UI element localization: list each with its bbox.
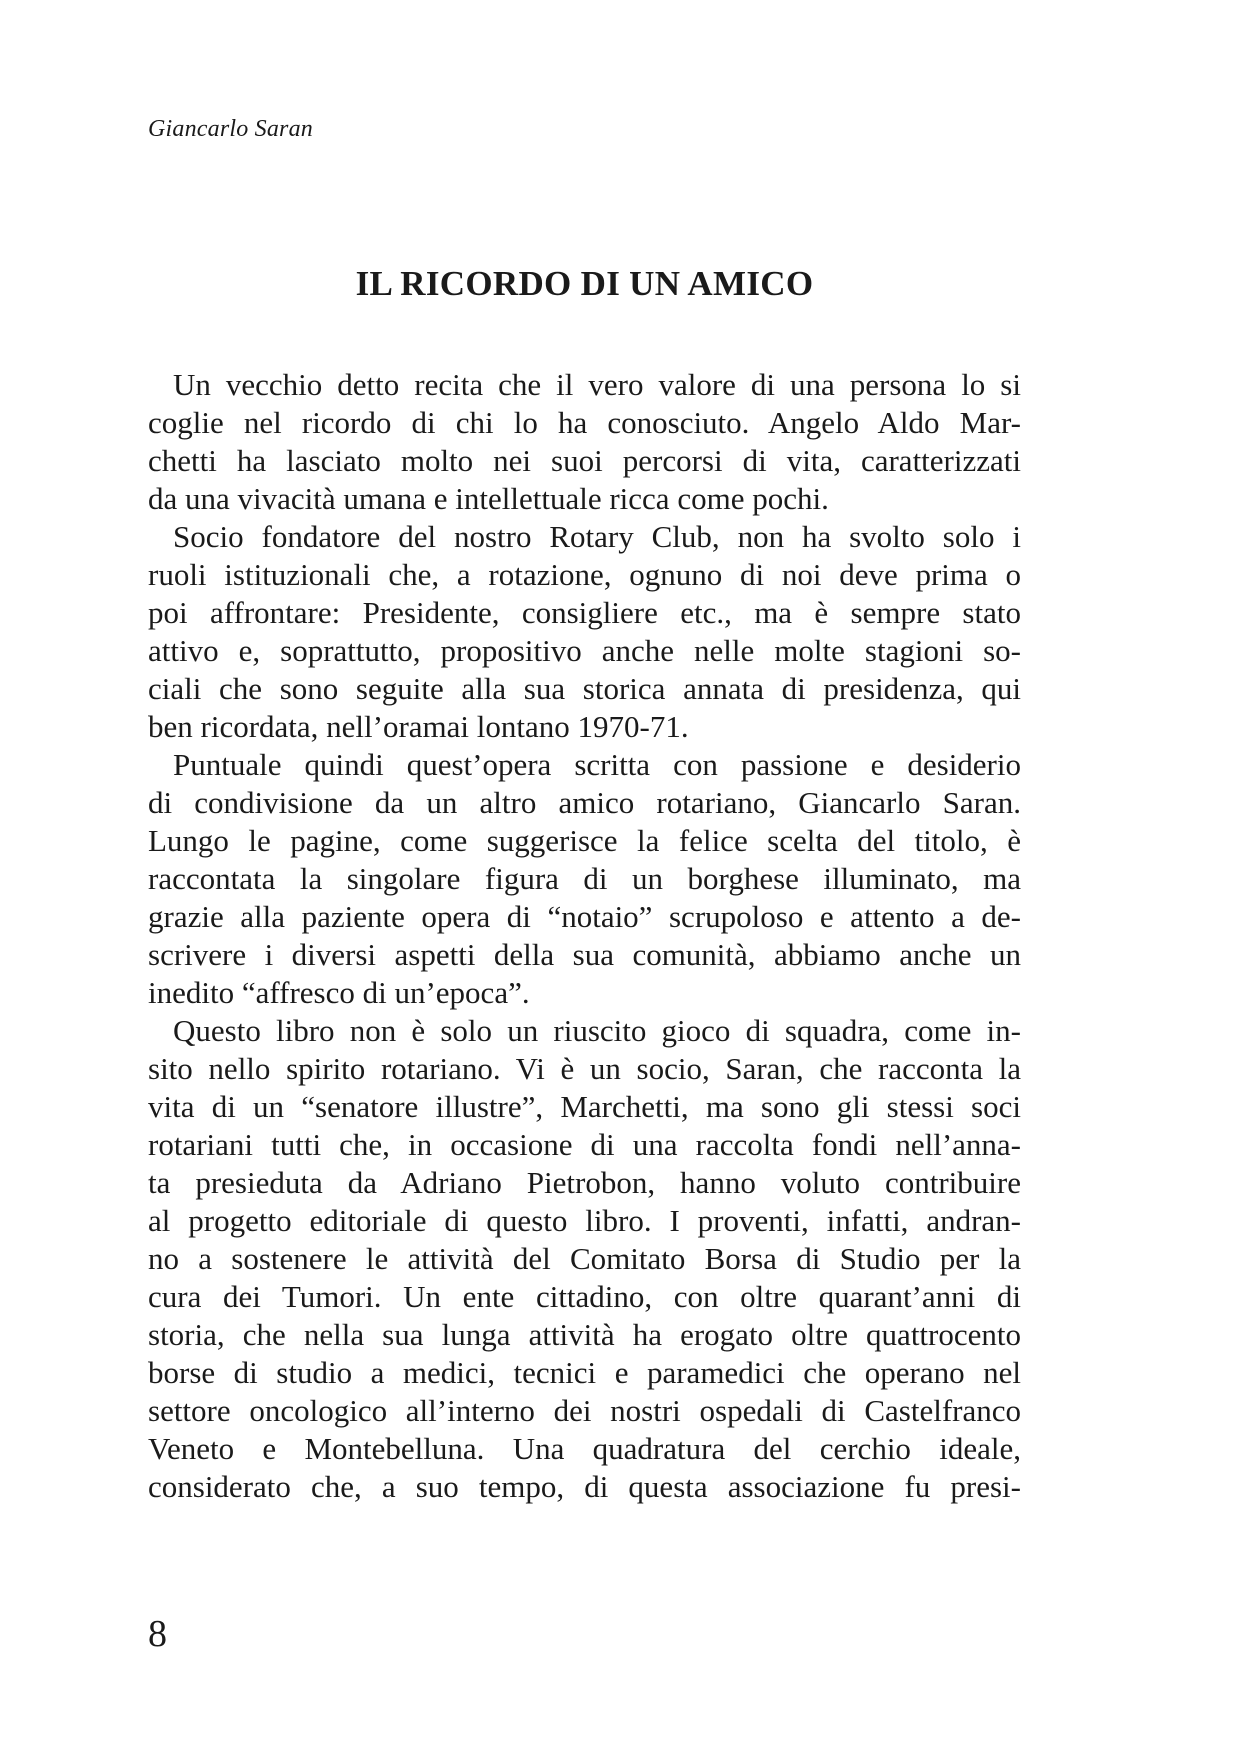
text-line: poi affrontare: Presidente, consigliere etc., ma è sempre stato: [148, 595, 1021, 630]
text-line: ciali che sono seguite alla sua storica annata di presidenza, qui: [148, 671, 1021, 706]
text-line: raccontata la singolare figura di un borghese illuminato, ma: [148, 861, 1021, 896]
text-line: Lungo le pagine, come suggerisce la felice scelta del titolo, è: [148, 823, 1021, 858]
text-line: al progetto editoriale di questo libro. I proventi, infatti, andran-: [148, 1203, 1021, 1238]
text-line: Veneto e Montebelluna. Una quadratura del cerchio ideale,: [148, 1431, 1021, 1466]
text-line: Socio fondatore del nostro Rotary Club, non ha svolto solo i: [173, 519, 1021, 554]
text-line: ben ricordata, nell’oramai lontano 1970-71.: [148, 709, 689, 744]
text-line: grazie alla paziente opera di “notaio” scrupoloso e attento a de-: [148, 899, 1021, 934]
text-line: borse di studio a medici, tecnici e paramedici che operano nel: [148, 1355, 1021, 1390]
text-line: vita di un “senatore illustre”, Marchetti, ma sono gli stessi soci: [148, 1089, 1021, 1124]
chapter-title: IL RICORDO DI UN AMICO: [355, 264, 814, 303]
text-line: ta presieduta da Adriano Pietrobon, hanno voluto contribuire: [148, 1165, 1021, 1200]
text-line: inedito “affresco di un’epoca”.: [148, 975, 530, 1010]
text-line: scrivere i diversi aspetti della sua comunità, abbiamo anche un: [148, 937, 1021, 972]
text-line: chetti ha lasciato molto nei suoi percorsi di vita, caratterizzati: [148, 443, 1021, 478]
text-line: rotariani tutti che, in occasione di una raccolta fondi nell’anna-: [148, 1127, 1021, 1162]
text-line: coglie nel ricordo di chi lo ha conosciuto. Angelo Aldo Mar-: [148, 405, 1021, 440]
page-number: 8: [148, 1613, 167, 1655]
text-line: sito nello spirito rotariano. Vi è un socio, Saran, che racconta la: [148, 1051, 1021, 1086]
text-line: attivo e, soprattutto, propositivo anche nelle molte stagioni so-: [148, 633, 1021, 668]
running-head: Giancarlo Saran: [148, 116, 313, 142]
text-line: settore oncologico all’interno dei nostri ospedali di Castelfranco: [148, 1393, 1021, 1428]
text-line: di condivisione da un altro amico rotariano, Giancarlo Saran.: [148, 785, 1021, 820]
text-line: storia, che nella sua lunga attività ha erogato oltre quattrocento: [148, 1317, 1021, 1352]
text-line: Puntuale quindi quest’opera scritta con passione e desiderio: [173, 747, 1021, 782]
text-line: Questo libro non è solo un riuscito gioco di squadra, come in-: [173, 1013, 1021, 1048]
body-text: [148, 366, 1021, 1506]
text-line: da una vivacità umana e intellettuale ricca come pochi.: [148, 481, 829, 516]
text-line: considerato che, a suo tempo, di questa associazione fu presi-: [148, 1469, 1021, 1504]
text-line: cura dei Tumori. Un ente cittadino, con oltre quarant’anni di: [148, 1279, 1021, 1314]
text-line: Un vecchio detto recita che il vero valore di una persona lo si: [173, 367, 1021, 402]
text-line: no a sostenere le attività del Comitato Borsa di Studio per la: [148, 1241, 1021, 1276]
text-line: ruoli istituzionali che, a rotazione, ognuno di noi deve prima o: [148, 557, 1021, 592]
